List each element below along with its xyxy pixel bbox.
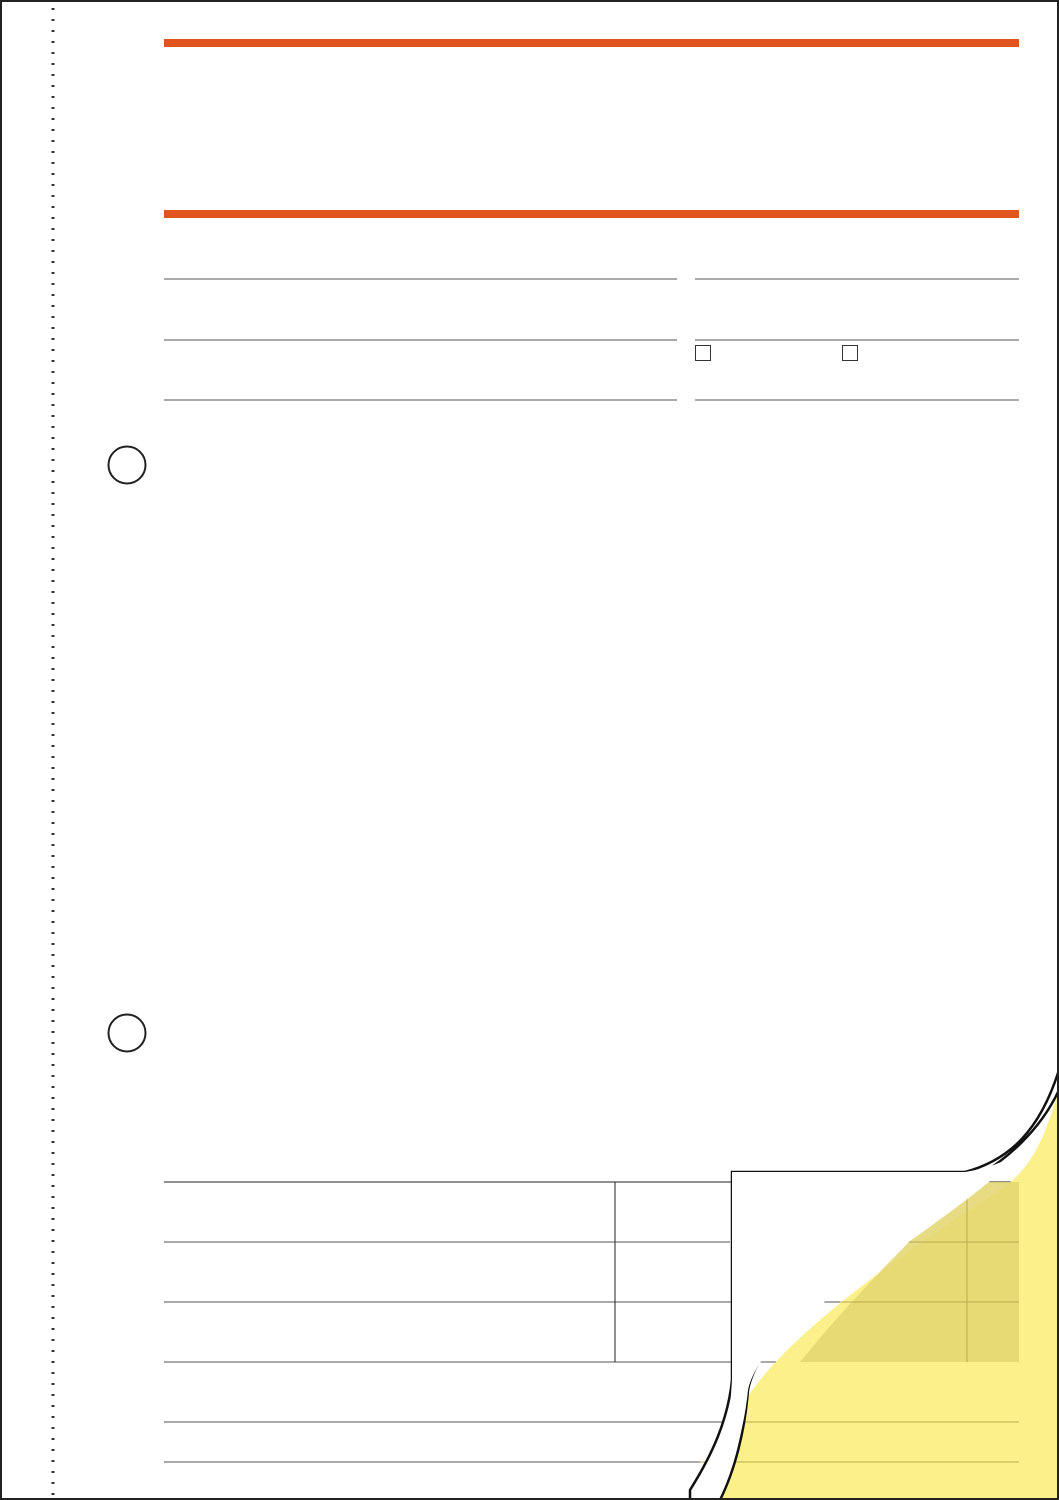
order-info-lines [695,279,1019,400]
accent-bar-middle [164,210,1019,218]
vat-id-checkbox[interactable] [842,345,858,361]
recipient-lines [164,279,677,400]
punch-hole-top [109,447,146,484]
accent-bar-top [164,39,1019,47]
punch-hole-bottom [109,1015,146,1052]
tax-number-checkbox[interactable] [695,345,711,361]
